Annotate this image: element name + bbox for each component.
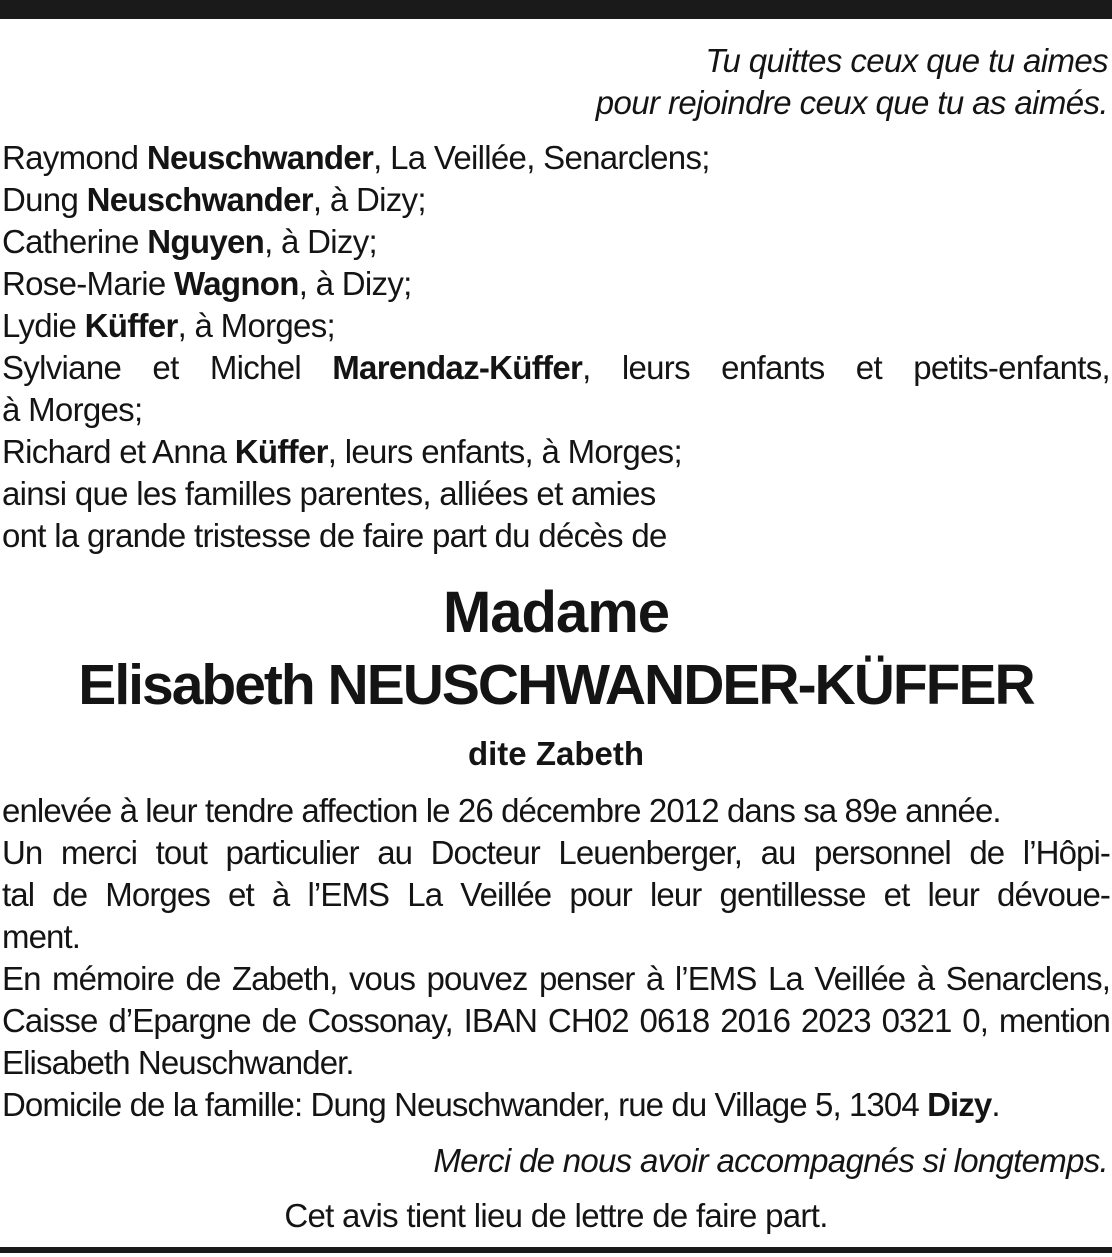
location: , leurs enfants, à Morges; [327,433,682,470]
first-name: Sylviane et Michel [2,349,333,386]
family-domicile [2,1084,1110,1126]
family-member [2,179,1110,221]
surname: Neuschwander [146,139,374,176]
first-name: Lydie [2,307,85,344]
location: , à Dizy; [312,181,426,218]
family-closing-line: ont la grande tristesse de faire part du décès de [2,517,667,554]
first-name: Rose-Marie [2,265,175,302]
surname: Küffer [84,307,178,344]
family-member [2,347,1110,389]
announcement-body [2,790,1110,1126]
first-name: Raymond [2,139,147,176]
family-list [2,137,1110,557]
location: , La Veillée, Senarclens; [373,139,710,176]
body-line: Elisabeth Neuschwander. [2,1044,354,1081]
family-member [2,263,1110,305]
deceased-honorific: Madame [442,580,670,645]
first-name: Dung [2,181,87,218]
location: , à Dizy; [264,223,377,260]
epigraph [596,40,1108,124]
body-line: tal de Morges et à l’EMS La Veillée pour leur gentillesse et leur dévoue- [2,876,1110,913]
epigraph-line: Tu quittes ceux que tu aimes [705,42,1108,79]
body-line: enlevée à leur tendre affection le 26 décembre 2012 dans sa 89e année. [2,792,1001,829]
family-member [2,431,1110,473]
bottom-rule [0,1247,1112,1253]
domicile-address: Domicile de la famille: Dung Neuschwander, rue du Village 5, 1304 [2,1086,928,1123]
top-rule [0,0,1112,19]
location: , à Dizy; [298,265,412,302]
body-line: Un merci tout particulier au Docteur Leuenberger, au personnel de l’Hôpi- [2,834,1110,871]
family-member-continuation: à Morges; [2,391,143,428]
body-line: Caisse d’Epargne de Cossonay, IBAN CH02 0618 2016 2023 0321 0, mention [2,1002,1110,1039]
notice-line: Cet avis tient lieu de lettre de faire part. [284,1197,828,1234]
location: , leurs enfants et petits-enfants, [582,349,1110,386]
deceased-nickname: dite Zabeth [467,735,644,772]
surname: Küffer [234,433,328,470]
closing-thanks: Merci de nous avoir accompagnés si longtemps. [433,1142,1108,1179]
domicile-end: . [991,1086,1000,1123]
first-name: Richard et Anna [2,433,235,470]
surname: Marendaz-Küffer [332,349,583,386]
deceased-name: Elisabeth NEUSCHWANDER-KÜFFER [78,653,1034,717]
family-member [2,221,1110,263]
first-name: Catherine [2,223,148,260]
surname: Wagnon [174,265,299,302]
body-line: ment. [2,918,81,955]
location: , à Morges; [177,307,335,344]
body-line: En mémoire de Zabeth, vous pouvez penser à l’EMS La Veillée à Senarclens, [2,960,1110,997]
surname: Neuschwander [86,181,313,218]
family-member [2,137,1110,179]
family-closing-line: ainsi que les familles parentes, alliées et amies [2,475,656,512]
epigraph-line: pour rejoindre ceux que tu as aimés. [595,84,1108,121]
domicile-place: Dizy [927,1086,992,1123]
surname: Nguyen [147,223,265,260]
family-member [2,305,1110,347]
